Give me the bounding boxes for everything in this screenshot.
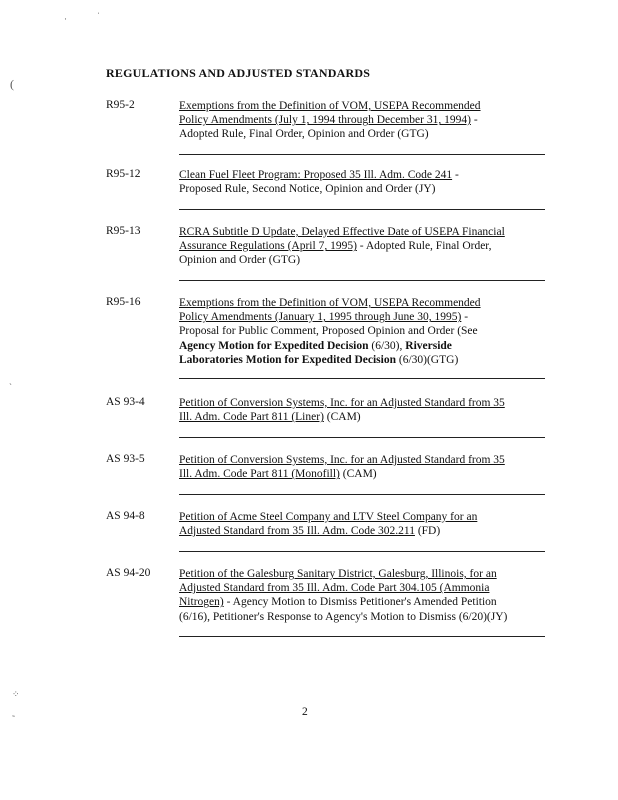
- scan-speck: (: [10, 77, 14, 91]
- description-line: [179, 324, 545, 338]
- entry-divider: [179, 494, 545, 495]
- description-text: Adopted Rule, Final Order, Opinion and Order (GTG): [179, 128, 429, 141]
- case-title-text: Ill. Adm. Code Part 811 (Monofill): [179, 468, 340, 481]
- docket-code: AS 93-4: [106, 396, 145, 408]
- description-text: Laboratories Motion for Expedited Decision: [179, 353, 396, 366]
- scan-speck: ˷: [12, 707, 15, 717]
- docket-description: [179, 510, 545, 538]
- description-line: [179, 225, 545, 239]
- description-line: [179, 127, 545, 141]
- docket-code: R95-12: [106, 168, 141, 180]
- case-title-text: Policy Amendments (January 1, 1995 through June 30, 1995): [179, 311, 462, 324]
- section-heading: REGULATIONS AND ADJUSTED STANDARDS: [106, 66, 371, 80]
- entry-divider: [179, 154, 545, 155]
- description-text: Riverside: [405, 339, 452, 352]
- docket-code: R95-16: [106, 296, 141, 308]
- entry-divider: [179, 378, 545, 379]
- case-title-text: Ill. Adm. Code Part 811 (Liner): [179, 411, 324, 424]
- entry-divider: [179, 209, 545, 210]
- description-line: [179, 339, 545, 353]
- description-line: [179, 567, 545, 581]
- case-title-text: Petition of Conversion Systems, Inc. for an Adjusted Standard from 35: [179, 454, 505, 466]
- case-title-text: Adjusted Standard from 35 Ill. Adm. Code 302.211: [179, 525, 415, 538]
- docket-code: AS 94-20: [106, 567, 151, 579]
- case-title-text: Adjusted Standard from 35 Ill. Adm. Code Part 304.105 (Ammonia: [179, 582, 490, 595]
- description-text: Opinion and Order (GTG): [179, 254, 301, 267]
- case-title-text: Exemptions from the Definition of VOM, USEPA Recommended: [179, 297, 481, 309]
- description-text: (6/16), Petitioner's Response to Agency's Motion to Dismiss (6/20)(JY): [179, 610, 508, 623]
- entry-divider: [179, 437, 545, 438]
- description-line: [179, 524, 545, 538]
- case-title-text: Petition of Acme Steel Company and LTV Steel Company for an: [179, 511, 478, 523]
- docket-description: [179, 567, 545, 624]
- description-text: (6/30),: [368, 339, 406, 352]
- case-title-text: RCRA Subtitle D Update, Delayed Effective Date of USEPA Financial: [179, 226, 505, 238]
- page-number: 2: [302, 706, 308, 718]
- docket-description: [179, 225, 545, 268]
- description-line: [179, 467, 545, 481]
- docket-code: R95-13: [106, 225, 141, 237]
- description-line: [179, 353, 545, 367]
- description-text: -: [461, 311, 469, 324]
- scan-speck: ˈ: [97, 11, 100, 21]
- case-title-text: Petition of the Galesburg Sanitary District, Galesburg, Illinois, for an: [179, 568, 497, 580]
- docket-code: AS 94-8: [106, 510, 145, 522]
- case-title-text: Exemptions from the Definition of VOM, USEPA Recommended: [179, 100, 481, 112]
- docket-description: [179, 99, 545, 142]
- description-line: [179, 182, 545, 196]
- entry-divider: [179, 551, 545, 552]
- docket-description: [179, 396, 545, 424]
- docket-description: [179, 453, 545, 481]
- description-line: [179, 113, 545, 127]
- description-text: Proposed Rule, Second Notice, Opinion and Order (JY): [179, 183, 436, 196]
- description-line: [179, 595, 545, 609]
- case-title-text: Nitrogen): [179, 596, 224, 609]
- case-title-text: Petition of Conversion Systems, Inc. for an Adjusted Standard from 35: [179, 397, 505, 409]
- docket-description: [179, 296, 545, 367]
- description-line: [179, 581, 545, 595]
- docket-code: R95-2: [106, 99, 135, 111]
- description-text: (6/30)(GTG): [396, 353, 459, 366]
- description-text: - Adopted Rule, Final Order,: [356, 240, 492, 253]
- description-line: [179, 396, 545, 410]
- description-line: [179, 410, 545, 424]
- docket-code: AS 93-5: [106, 453, 145, 465]
- case-title-text: Policy Amendments (July 1, 1994 through December 31, 1994): [179, 114, 471, 127]
- entry-divider: [179, 636, 545, 637]
- description-text: (CAM): [323, 411, 361, 424]
- description-line: [179, 99, 545, 113]
- scan-speck: ·: [64, 14, 67, 24]
- description-line: [179, 510, 545, 524]
- description-line: [179, 168, 545, 182]
- description-line: [179, 453, 545, 467]
- scan-speck: ˎ: [9, 375, 12, 385]
- description-text: - Agency Motion to Dismiss Petitioner's Amended Petition: [223, 596, 497, 609]
- description-text: -: [452, 169, 459, 181]
- description-text: (FD): [414, 525, 441, 538]
- description-line: [179, 310, 545, 324]
- description-text: Proposal for Public Comment, Proposed Opinion and Order (See: [179, 325, 478, 338]
- description-line: [179, 253, 545, 267]
- description-line: [179, 296, 545, 310]
- description-text: (CAM): [339, 468, 377, 481]
- description-text: Agency Motion for Expedited Decision: [179, 339, 369, 352]
- case-title-text: Clean Fuel Fleet Program: Proposed 35 Ill. Adm. Code 241: [179, 169, 453, 181]
- entry-divider: [179, 280, 545, 281]
- case-title-text: Assurance Regulations (April 7, 1995): [179, 240, 357, 253]
- description-line: [179, 610, 545, 624]
- docket-description: [179, 168, 545, 196]
- scan-speck: ⁘: [12, 689, 20, 699]
- description-line: [179, 239, 545, 253]
- description-text: -: [470, 114, 478, 127]
